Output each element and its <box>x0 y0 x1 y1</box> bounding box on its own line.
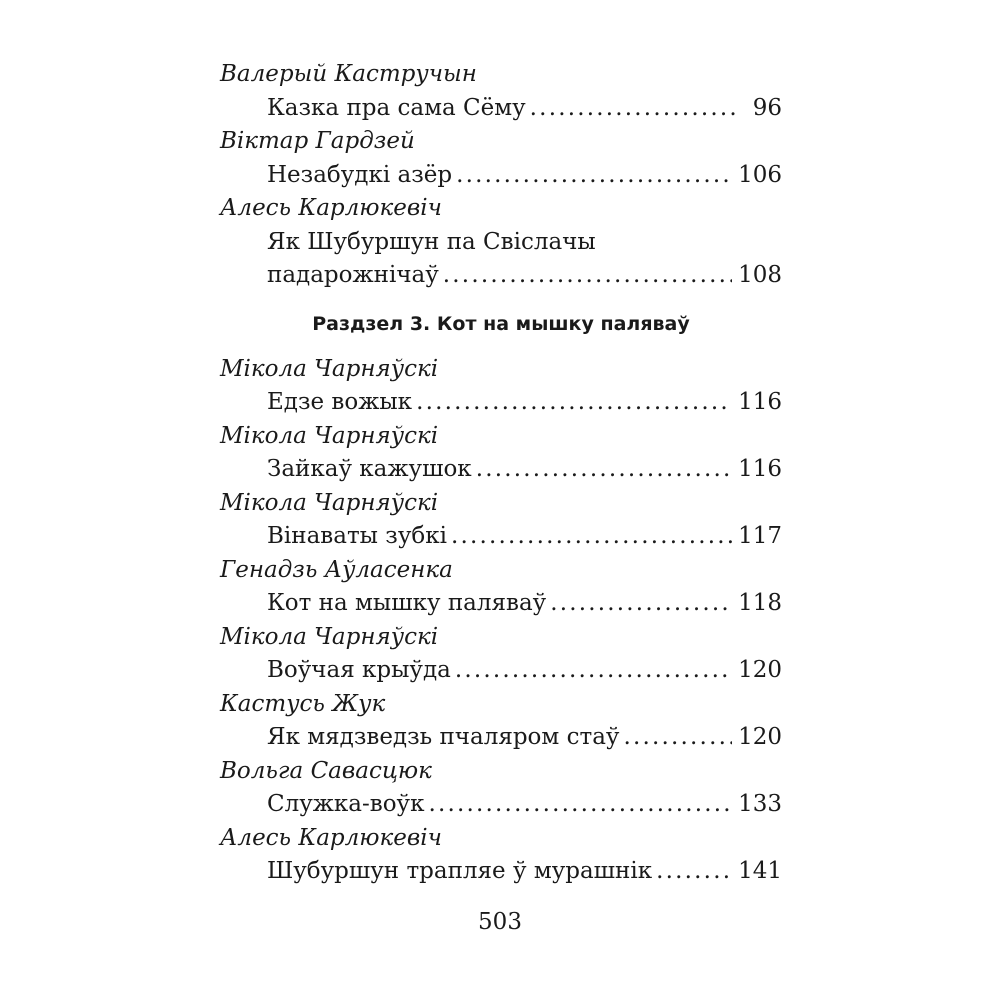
toc-entry <box>220 192 782 293</box>
entry-title: Воўчая крыўда <box>267 657 451 683</box>
dot-leader <box>476 453 732 487</box>
toc-entry <box>220 755 782 822</box>
page-number-footer: 503 <box>478 909 522 935</box>
entry-page-number: 141 <box>738 858 782 884</box>
entry-title: Як мядзведзь пчаляром стаў <box>267 724 620 750</box>
toc-entry <box>220 554 782 621</box>
entry-author: Мікола Чарняўскі <box>220 623 439 650</box>
dot-leader <box>456 159 732 193</box>
dot-leader <box>428 788 732 822</box>
entry-title-line <box>267 453 782 487</box>
entry-title: падарожнічаў <box>267 262 439 288</box>
toc-entry <box>220 487 782 554</box>
entry-page-number: 108 <box>738 262 782 288</box>
entry-page-number: 117 <box>738 523 782 549</box>
entry-title: Кот на мышку паляваў <box>267 590 547 616</box>
toc-entry <box>220 353 782 420</box>
entry-page-number: 133 <box>738 791 782 817</box>
entry-page-number: 116 <box>738 456 782 482</box>
table-of-contents <box>220 58 782 889</box>
entry-author: Мікола Чарняўскі <box>220 489 439 516</box>
entry-title-line <box>267 721 782 755</box>
entry-author: Мікола Чарняўскі <box>220 355 439 382</box>
toc-entry <box>220 58 782 125</box>
entry-title-line <box>267 520 782 554</box>
entry-title-line <box>267 386 782 420</box>
entry-title: Зайкаў кажушок <box>267 456 472 482</box>
entry-author: Вольга Савасцюк <box>220 757 432 784</box>
entry-title-line <box>267 159 782 193</box>
entry-author: Валерый Кастручын <box>220 61 477 87</box>
toc-entry <box>220 125 782 192</box>
entry-title-line <box>267 788 782 822</box>
dot-leader <box>623 721 732 755</box>
dot-leader <box>451 520 732 554</box>
entry-title-line <box>267 587 782 621</box>
entry-title-line <box>267 855 782 889</box>
dot-leader <box>455 654 732 688</box>
dot-leader <box>656 855 732 889</box>
dot-leader <box>550 587 732 621</box>
entry-page-number: 120 <box>738 724 782 750</box>
toc-entry <box>220 621 782 688</box>
entry-author: Мікола Чарняўскі <box>220 422 439 449</box>
entry-page-number: 116 <box>738 389 782 415</box>
entry-title: Едзе вожык <box>267 389 413 415</box>
entry-author: Алесь Карлюкевіч <box>220 824 442 851</box>
entry-author: Віктар Гардзей <box>220 128 415 154</box>
entry-title: Незабудкі азёр <box>267 161 453 188</box>
entry-author: Кастусь Жук <box>220 690 386 717</box>
entry-author: Генадзь Аўласенка <box>220 556 453 583</box>
entry-page-number: 106 <box>738 161 782 188</box>
entry-title: Казка пра сама Сёму <box>267 94 526 121</box>
dot-leader <box>443 259 732 293</box>
entry-page-number: 118 <box>738 590 782 616</box>
entry-title-line <box>267 259 782 293</box>
section-heading: Раздзел 3. Кот на мышку паляваў <box>312 312 690 335</box>
entry-title: Шубуршун трапляе ў мурашнік <box>267 858 653 884</box>
toc-entry <box>220 688 782 755</box>
entry-title: Вінаваты зубкі <box>267 523 447 549</box>
entry-page-number: 120 <box>738 657 782 683</box>
dot-leader <box>530 92 738 126</box>
entry-title: Служка-воўк <box>267 791 425 817</box>
toc-entry <box>220 420 782 487</box>
entry-title-line <box>267 92 782 126</box>
entry-title-line <box>267 654 782 688</box>
entry-author: Алесь Карлюкевіч <box>220 195 442 221</box>
toc-entry <box>220 822 782 889</box>
entry-page-number: 96 <box>752 94 782 121</box>
dot-leader <box>416 386 732 420</box>
entry-title-first-line: Як Шубуршун па Свіслачы <box>267 228 596 255</box>
